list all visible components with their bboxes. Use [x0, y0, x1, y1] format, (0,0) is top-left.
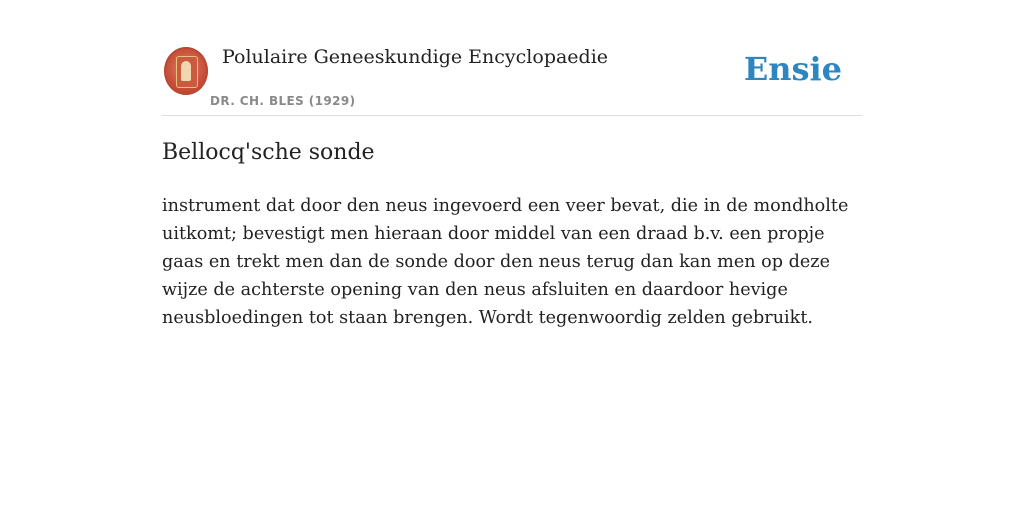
source-header	[162, 40, 862, 116]
entry-body: instrument dat door den neus ingevoerd een veer bevat, die in de mondholte uitkomt; bevestigt men hieraan door middel van een draad b.v. een propje gaas en trekt men dan de sonde door den neus terug dan kan men op deze wijze de achterste opening van den neus afsluiten en daardoor hevige neusbloedingen tot staan brengen. Wordt tegenwoordig zelden gebruikt.	[162, 196, 849, 328]
book-title[interactable]: Polulaire Geneeskundige Encyclopaedie	[222, 46, 609, 68]
book-author: DR. CH. BLES (1929)	[210, 94, 356, 108]
cover-figure	[181, 61, 191, 81]
ensie-logo-link[interactable]: Ensie	[743, 50, 842, 88]
book-cover-image[interactable]	[164, 47, 208, 95]
entry-title: Bellocq'sche sonde	[162, 140, 375, 165]
